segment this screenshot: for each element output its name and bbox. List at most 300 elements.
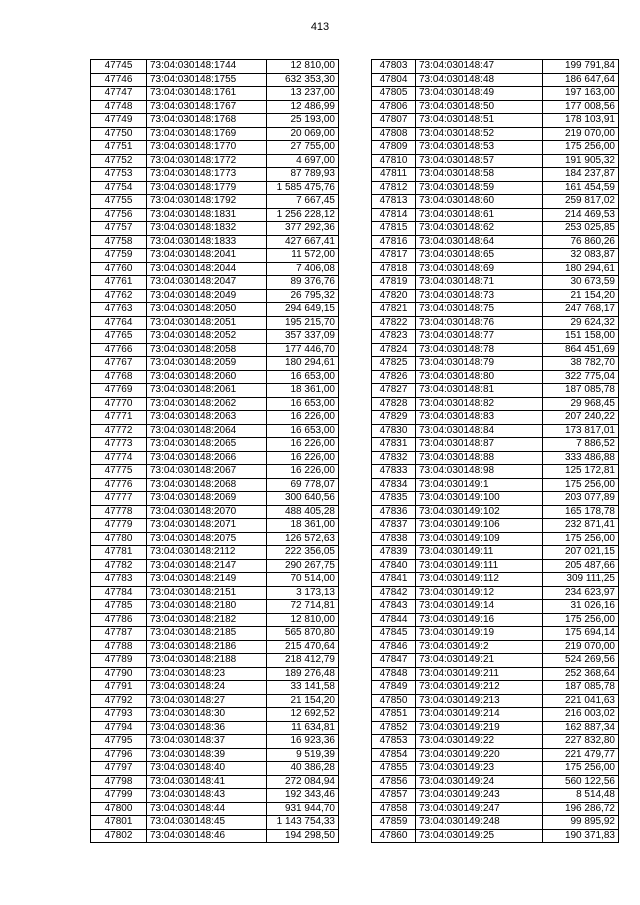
row-number-cell: 47782	[91, 559, 147, 573]
row-number-cell: 47835	[372, 492, 416, 506]
table-row	[91, 600, 339, 614]
table-row	[91, 141, 339, 155]
cadastral-number-cell: 73:04:030148:27	[147, 694, 267, 708]
row-number-cell: 47748	[91, 100, 147, 114]
row-number-cell: 47837	[372, 519, 416, 533]
row-number-cell: 47825	[372, 357, 416, 371]
cadastral-number-cell: 73:04:030148:2063	[147, 411, 267, 425]
table-row	[91, 87, 339, 101]
table-row	[91, 397, 339, 411]
row-number-cell: 47857	[372, 789, 416, 803]
row-number-cell: 47788	[91, 640, 147, 654]
value-cell: 219 070,00	[543, 127, 619, 141]
value-cell: 12 810,00	[267, 60, 339, 74]
value-cell: 191 905,32	[543, 154, 619, 168]
table-row	[372, 141, 619, 155]
value-cell: 931 944,70	[267, 802, 339, 816]
cadastral-number-cell: 73:04:030148:69	[416, 262, 543, 276]
value-cell: 177 008,56	[543, 100, 619, 114]
cadastral-number-cell: 73:04:030148:82	[416, 397, 543, 411]
row-number-cell: 47829	[372, 411, 416, 425]
row-number-cell: 47811	[372, 168, 416, 182]
row-number-cell: 47791	[91, 681, 147, 695]
value-cell: 12 486,99	[267, 100, 339, 114]
cadastral-number-cell: 73:04:030148:60	[416, 195, 543, 209]
table-row	[91, 748, 339, 762]
row-number-cell: 47801	[91, 816, 147, 830]
value-cell: 89 376,76	[267, 276, 339, 290]
row-number-cell: 47858	[372, 802, 416, 816]
row-number-cell: 47797	[91, 762, 147, 776]
cadastral-number-cell: 73:04:030148:2059	[147, 357, 267, 371]
value-cell: 234 623,97	[543, 586, 619, 600]
value-cell: 21 154,20	[267, 694, 339, 708]
row-number-cell: 47793	[91, 708, 147, 722]
cadastral-number-cell: 73:04:030148:45	[147, 816, 267, 830]
row-number-cell: 47749	[91, 114, 147, 128]
table-row	[91, 289, 339, 303]
row-number-cell: 47753	[91, 168, 147, 182]
row-number-cell: 47833	[372, 465, 416, 479]
row-number-cell: 47767	[91, 357, 147, 371]
value-cell: 194 298,50	[267, 829, 339, 843]
row-number-cell: 47841	[372, 573, 416, 587]
row-number-cell: 47859	[372, 816, 416, 830]
cadastral-number-cell: 73:04:030148:2066	[147, 451, 267, 465]
table-row	[91, 627, 339, 641]
row-number-cell: 47759	[91, 249, 147, 263]
cadastral-number-cell: 73:04:030148:47	[416, 60, 543, 74]
value-cell: 864 451,69	[543, 343, 619, 357]
row-number-cell: 47853	[372, 735, 416, 749]
cadastral-number-cell: 73:04:030148:79	[416, 357, 543, 371]
cadastral-number-cell: 73:04:030149:109	[416, 532, 543, 546]
cadastral-number-cell: 73:04:030148:62	[416, 222, 543, 236]
row-number-cell: 47814	[372, 208, 416, 222]
table-row	[91, 708, 339, 722]
value-cell: 29 968,45	[543, 397, 619, 411]
cadastral-number-cell: 73:04:030148:2069	[147, 492, 267, 506]
cadastral-number-cell: 73:04:030148:2068	[147, 478, 267, 492]
value-cell: 247 768,17	[543, 303, 619, 317]
table-row	[372, 60, 619, 74]
table-row	[91, 465, 339, 479]
value-cell: 196 286,72	[543, 802, 619, 816]
cadastral-number-cell: 73:04:030149:214	[416, 708, 543, 722]
cadastral-number-cell: 73:04:030148:1767	[147, 100, 267, 114]
value-cell: 9 519,39	[267, 748, 339, 762]
cadastral-number-cell: 73:04:030148:73	[416, 289, 543, 303]
cadastral-number-cell: 73:04:030149:21	[416, 654, 543, 668]
table-row	[372, 519, 619, 533]
row-number-cell: 47842	[372, 586, 416, 600]
row-number-cell: 47804	[372, 73, 416, 87]
value-cell: 524 269,56	[543, 654, 619, 668]
table-row	[372, 357, 619, 371]
cadastral-number-cell: 73:04:030148:1770	[147, 141, 267, 155]
row-number-cell: 47808	[372, 127, 416, 141]
cadastral-number-cell: 73:04:030148:2062	[147, 397, 267, 411]
row-number-cell: 47828	[372, 397, 416, 411]
row-number-cell: 47752	[91, 154, 147, 168]
cadastral-number-cell: 73:04:030148:2188	[147, 654, 267, 668]
cadastral-number-cell: 73:04:030148:41	[147, 775, 267, 789]
row-number-cell: 47798	[91, 775, 147, 789]
row-number-cell: 47778	[91, 505, 147, 519]
table-row	[372, 262, 619, 276]
value-cell: 560 122,56	[543, 775, 619, 789]
cadastral-number-cell: 73:04:030148:88	[416, 451, 543, 465]
table-row	[372, 829, 619, 843]
cadastral-number-cell: 73:04:030148:57	[416, 154, 543, 168]
cadastral-number-cell: 73:04:030148:50	[416, 100, 543, 114]
table-row	[372, 775, 619, 789]
table-row	[91, 681, 339, 695]
table-row	[372, 235, 619, 249]
cadastral-number-cell: 73:04:030149:219	[416, 721, 543, 735]
table-row	[372, 694, 619, 708]
row-number-cell: 47852	[372, 721, 416, 735]
value-cell: 12 810,00	[267, 613, 339, 627]
cadastral-number-cell: 73:04:030148:77	[416, 330, 543, 344]
row-number-cell: 47756	[91, 208, 147, 222]
value-cell: 11 572,00	[267, 249, 339, 263]
table-row	[372, 438, 619, 452]
row-number-cell: 47845	[372, 627, 416, 641]
row-number-cell: 47762	[91, 289, 147, 303]
cadastral-number-cell: 73:04:030148:61	[416, 208, 543, 222]
row-number-cell: 47826	[372, 370, 416, 384]
value-cell: 219 070,00	[543, 640, 619, 654]
table-row	[372, 127, 619, 141]
row-number-cell: 47822	[372, 316, 416, 330]
value-cell: 70 514,00	[267, 573, 339, 587]
row-number-cell: 47795	[91, 735, 147, 749]
cadastral-number-cell: 73:04:030148:58	[416, 168, 543, 182]
cadastral-number-cell: 73:04:030148:2070	[147, 505, 267, 519]
cadastral-number-cell: 73:04:030148:71	[416, 276, 543, 290]
row-number-cell: 47754	[91, 181, 147, 195]
value-cell: 175 694,14	[543, 627, 619, 641]
table-row	[372, 397, 619, 411]
table-row	[372, 478, 619, 492]
cadastral-number-cell: 73:04:030148:37	[147, 735, 267, 749]
row-number-cell: 47843	[372, 600, 416, 614]
value-cell: 175 256,00	[543, 613, 619, 627]
table-row	[91, 262, 339, 276]
row-number-cell: 47832	[372, 451, 416, 465]
cadastral-number-cell: 73:04:030148:1792	[147, 195, 267, 209]
value-cell: 99 895,92	[543, 816, 619, 830]
table-row	[91, 370, 339, 384]
table-row	[91, 640, 339, 654]
table-row	[91, 492, 339, 506]
row-number-cell: 47770	[91, 397, 147, 411]
value-cell: 221 041,63	[543, 694, 619, 708]
value-cell: 76 860,26	[543, 235, 619, 249]
cadastral-number-cell: 73:04:030148:2112	[147, 546, 267, 560]
cadastral-number-cell: 73:04:030149:247	[416, 802, 543, 816]
table-row	[91, 357, 339, 371]
value-cell: 186 647,64	[543, 73, 619, 87]
row-number-cell: 47784	[91, 586, 147, 600]
value-cell: 16 923,36	[267, 735, 339, 749]
cadastral-number-cell: 73:04:030148:84	[416, 424, 543, 438]
row-number-cell: 47839	[372, 546, 416, 560]
table-row	[91, 168, 339, 182]
value-cell: 16 226,00	[267, 451, 339, 465]
cadastral-number-cell: 73:04:030148:2071	[147, 519, 267, 533]
cadastral-number-cell: 73:04:030148:2075	[147, 532, 267, 546]
table-row	[372, 640, 619, 654]
value-cell: 38 782,70	[543, 357, 619, 371]
table-row	[372, 195, 619, 209]
cadastral-number-cell: 73:04:030148:1769	[147, 127, 267, 141]
cadastral-number-cell: 73:04:030149:1	[416, 478, 543, 492]
table-row	[372, 559, 619, 573]
table-row	[91, 316, 339, 330]
table-row	[91, 424, 339, 438]
cadastral-number-cell: 73:04:030148:1833	[147, 235, 267, 249]
cadastral-number-cell: 73:04:030148:1772	[147, 154, 267, 168]
row-number-cell: 47766	[91, 343, 147, 357]
cadastral-number-cell: 73:04:030148:1831	[147, 208, 267, 222]
cadastral-number-cell: 73:04:030148:78	[416, 343, 543, 357]
row-number-cell: 47813	[372, 195, 416, 209]
cadastral-number-cell: 73:04:030148:24	[147, 681, 267, 695]
cadastral-number-cell: 73:04:030148:52	[416, 127, 543, 141]
value-cell: 177 446,70	[267, 343, 339, 357]
cadastral-number-cell: 73:04:030148:2149	[147, 573, 267, 587]
value-cell: 29 624,32	[543, 316, 619, 330]
row-number-cell: 47846	[372, 640, 416, 654]
cadastral-number-cell: 73:04:030149:112	[416, 573, 543, 587]
row-number-cell: 47781	[91, 546, 147, 560]
row-number-cell: 47764	[91, 316, 147, 330]
table-row	[91, 60, 339, 74]
value-cell: 207 240,22	[543, 411, 619, 425]
table-row	[91, 303, 339, 317]
table-row	[91, 802, 339, 816]
table-row	[91, 451, 339, 465]
value-cell: 488 405,28	[267, 505, 339, 519]
cadastral-number-cell: 73:04:030149:19	[416, 627, 543, 641]
row-number-cell: 47849	[372, 681, 416, 695]
row-number-cell: 47851	[372, 708, 416, 722]
table-row	[372, 816, 619, 830]
cadastral-number-cell: 73:04:030148:65	[416, 249, 543, 263]
value-cell: 192 343,46	[267, 789, 339, 803]
cadastral-number-cell: 73:04:030148:2065	[147, 438, 267, 452]
row-number-cell: 47799	[91, 789, 147, 803]
cadastral-number-cell: 73:04:030148:53	[416, 141, 543, 155]
value-cell: 180 294,61	[267, 357, 339, 371]
value-cell: 151 158,00	[543, 330, 619, 344]
row-number-cell: 47780	[91, 532, 147, 546]
table-row	[91, 438, 339, 452]
value-cell: 21 154,20	[543, 289, 619, 303]
row-number-cell: 47806	[372, 100, 416, 114]
value-cell: 8 514,48	[543, 789, 619, 803]
value-cell: 173 817,01	[543, 424, 619, 438]
value-cell: 175 256,00	[543, 478, 619, 492]
cadastral-number-cell: 73:04:030148:2041	[147, 249, 267, 263]
row-number-cell: 47746	[91, 73, 147, 87]
row-number-cell: 47790	[91, 667, 147, 681]
table-row	[372, 424, 619, 438]
value-cell: 3 173,13	[267, 586, 339, 600]
value-cell: 161 454,59	[543, 181, 619, 195]
row-number-cell: 47800	[91, 802, 147, 816]
value-cell: 13 237,00	[267, 87, 339, 101]
value-cell: 195 215,70	[267, 316, 339, 330]
cadastral-number-cell: 73:04:030148:39	[147, 748, 267, 762]
cadastral-number-cell: 73:04:030149:25	[416, 829, 543, 843]
table-row	[372, 505, 619, 519]
cadastral-number-cell: 73:04:030148:43	[147, 789, 267, 803]
row-number-cell: 47818	[372, 262, 416, 276]
row-number-cell: 47819	[372, 276, 416, 290]
table-row	[372, 343, 619, 357]
cadastral-number-cell: 73:04:030148:30	[147, 708, 267, 722]
cadastral-number-cell: 73:04:030148:98	[416, 465, 543, 479]
value-cell: 290 267,75	[267, 559, 339, 573]
table-row	[372, 532, 619, 546]
value-cell: 126 572,63	[267, 532, 339, 546]
cadastral-number-cell: 73:04:030148:2182	[147, 613, 267, 627]
table-row	[372, 451, 619, 465]
row-number-cell: 47773	[91, 438, 147, 452]
table-row	[372, 546, 619, 560]
row-number-cell: 47838	[372, 532, 416, 546]
table-row	[91, 181, 339, 195]
cadastral-number-cell: 73:04:030148:2185	[147, 627, 267, 641]
table-row	[372, 667, 619, 681]
right-register-table	[371, 59, 619, 843]
value-cell: 87 789,93	[267, 168, 339, 182]
value-cell: 294 649,15	[267, 303, 339, 317]
value-cell: 32 083,87	[543, 249, 619, 263]
value-cell: 25 193,00	[267, 114, 339, 128]
value-cell: 222 356,05	[267, 546, 339, 560]
row-number-cell: 47774	[91, 451, 147, 465]
value-cell: 207 021,15	[543, 546, 619, 560]
row-number-cell: 47803	[372, 60, 416, 74]
value-cell: 189 276,48	[267, 667, 339, 681]
cadastral-number-cell: 73:04:030149:102	[416, 505, 543, 519]
table-row	[372, 114, 619, 128]
cadastral-number-cell: 73:04:030149:106	[416, 519, 543, 533]
value-cell: 565 870,80	[267, 627, 339, 641]
value-cell: 214 469,53	[543, 208, 619, 222]
value-cell: 187 085,78	[543, 681, 619, 695]
table-row	[372, 289, 619, 303]
table-row	[91, 519, 339, 533]
value-cell: 227 832,80	[543, 735, 619, 749]
cadastral-number-cell: 73:04:030148:44	[147, 802, 267, 816]
cadastral-number-cell: 73:04:030148:2051	[147, 316, 267, 330]
table-row	[91, 505, 339, 519]
row-number-cell: 47844	[372, 613, 416, 627]
row-number-cell: 47763	[91, 303, 147, 317]
table-row	[91, 208, 339, 222]
table-row	[91, 411, 339, 425]
row-number-cell: 47827	[372, 384, 416, 398]
table-row	[91, 721, 339, 735]
row-number-cell: 47765	[91, 330, 147, 344]
value-cell: 1 256 228,12	[267, 208, 339, 222]
table-row	[372, 303, 619, 317]
cadastral-number-cell: 73:04:030149:24	[416, 775, 543, 789]
table-row	[372, 370, 619, 384]
table-row	[372, 168, 619, 182]
row-number-cell: 47789	[91, 654, 147, 668]
cadastral-number-cell: 73:04:030148:64	[416, 235, 543, 249]
cadastral-number-cell: 73:04:030148:59	[416, 181, 543, 195]
table-row	[91, 735, 339, 749]
row-number-cell: 47792	[91, 694, 147, 708]
table-row	[372, 384, 619, 398]
value-cell: 4 697,00	[267, 154, 339, 168]
value-cell: 125 172,81	[543, 465, 619, 479]
cadastral-number-cell: 73:04:030148:2044	[147, 262, 267, 276]
table-row	[91, 235, 339, 249]
table-row	[372, 492, 619, 506]
row-number-cell: 47802	[91, 829, 147, 843]
table-row	[91, 613, 339, 627]
row-number-cell: 47850	[372, 694, 416, 708]
cadastral-number-cell: 73:04:030148:2151	[147, 586, 267, 600]
row-number-cell: 47796	[91, 748, 147, 762]
row-number-cell: 47820	[372, 289, 416, 303]
cadastral-number-cell: 73:04:030148:48	[416, 73, 543, 87]
value-cell: 272 084,94	[267, 775, 339, 789]
value-cell: 187 085,78	[543, 384, 619, 398]
value-cell: 162 887,34	[543, 721, 619, 735]
table-row	[91, 816, 339, 830]
row-number-cell: 47750	[91, 127, 147, 141]
row-number-cell: 47777	[91, 492, 147, 506]
value-cell: 357 337,09	[267, 330, 339, 344]
cadastral-number-cell: 73:04:030148:2049	[147, 289, 267, 303]
table-row	[91, 532, 339, 546]
cadastral-number-cell: 73:04:030148:2180	[147, 600, 267, 614]
row-number-cell: 47809	[372, 141, 416, 155]
table-row	[372, 73, 619, 87]
value-cell: 184 237,87	[543, 168, 619, 182]
row-number-cell: 47745	[91, 60, 147, 74]
table-row	[372, 87, 619, 101]
value-cell: 31 026,16	[543, 600, 619, 614]
cadastral-number-cell: 73:04:030149:16	[416, 613, 543, 627]
row-number-cell: 47758	[91, 235, 147, 249]
row-number-cell: 47785	[91, 600, 147, 614]
table-row	[372, 654, 619, 668]
table-row	[372, 573, 619, 587]
row-number-cell: 47823	[372, 330, 416, 344]
value-cell: 221 479,77	[543, 748, 619, 762]
row-number-cell: 47751	[91, 141, 147, 155]
cadastral-number-cell: 73:04:030148:87	[416, 438, 543, 452]
table-row	[372, 762, 619, 776]
cadastral-number-cell: 73:04:030149:100	[416, 492, 543, 506]
value-cell: 252 368,64	[543, 667, 619, 681]
table-row	[91, 573, 339, 587]
row-number-cell: 47771	[91, 411, 147, 425]
value-cell: 11 634,81	[267, 721, 339, 735]
value-cell: 175 256,00	[543, 762, 619, 776]
value-cell: 309 111,25	[543, 573, 619, 587]
